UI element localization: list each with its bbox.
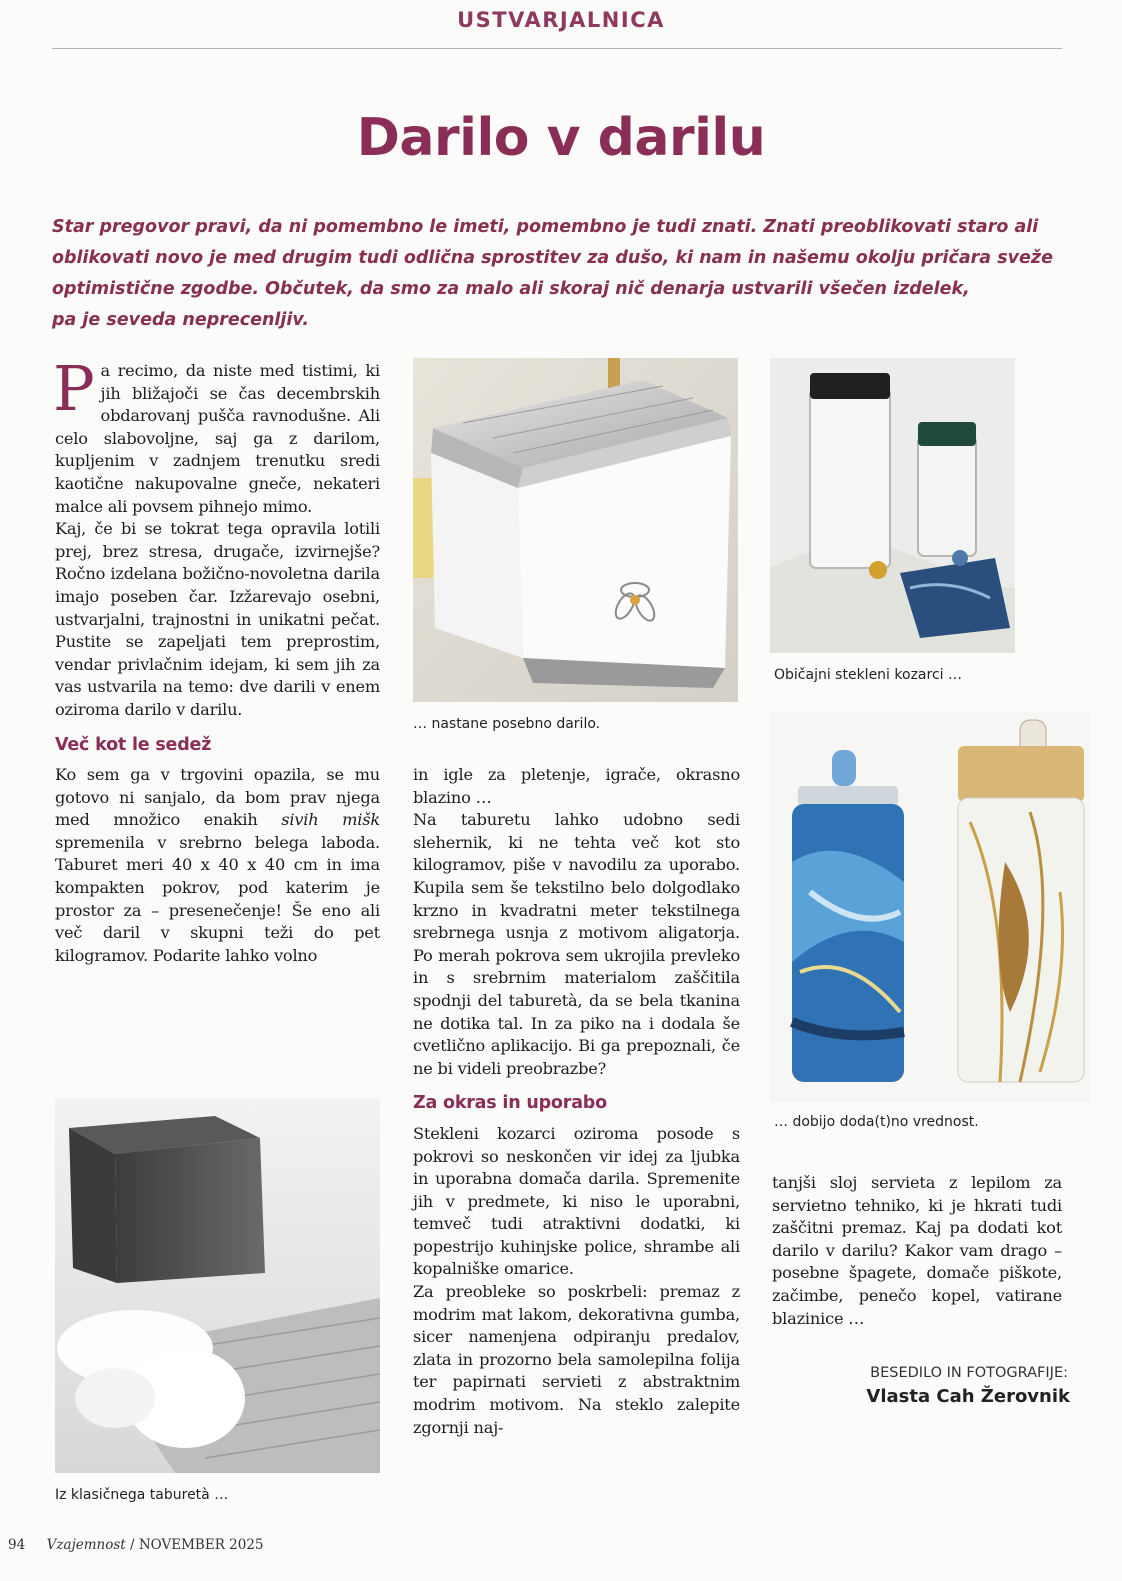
- section-label: USTVARJALNICA: [457, 8, 665, 32]
- article-lead: [52, 212, 1064, 336]
- paragraph: Pa recimo, da niste med tistimi, ki jih bližajoči se čas decembrskih obdarovanj pušča ravnodušne. Ali celo slabovoljne, saj ga z darilom, kupljenim v zadnjem trenutku sredi kaotične nakupovalne gneče, nekateri malce ali povsem pihnejo mimo.: [53, 352, 380, 516]
- paragraph: Na taburetu lahko udobno sedi slehernik, ki ne tehta več kot sto kilogramov, piše v navodilu za uporabo. Kupila sem še tekstilno belo dolgodlako krzno in kvadratni meter tekstilnega srebrnega usnja z motivom aligatorja. Po merah pokrova sem ukrojila prevleko in s srebrnim materialom zaščitila spodnji del taburetà, da se bela tkanina ne dotika tal. In za piko na i dodala še cvetlično aplikacijo. Bi ga prepoznali, če ne bi videli preobrazbe?: [413, 810, 740, 1078]
- caption-stool-after: … nastane posebno darilo.: [413, 716, 601, 732]
- column-1: [53, 352, 380, 967]
- lead-line: Star pregovor pravi, da ni pomembno le imeti, pomembno je tudi znati. Znati preoblikovati staro ali: [52, 217, 1039, 237]
- drop-cap: P: [53, 352, 95, 425]
- column-2: [413, 764, 740, 1439]
- paragraph: Ko sem ga v trgovini opazila, se mu gotovo ni sanjalo, da bom prav njega med množico enakih sivih mišk spremenila v srebrno belega laboda. Taburet meri 40 x 40 x 40 cm in ima kompakten pokrov, pod katerim je prostor za – presenečenje! Še eno ali več daril v skupni teži do pet kilogramov. Podarite lahko volno: [55, 765, 380, 965]
- lead-line: optimistične zgodbe. Občutek, da smo za malo ali skoraj nič denarja ustvarili všečen izdelek,: [52, 279, 970, 299]
- paragraph: Kaj, če bi se tokrat tega opravila lotili prej, brez stresa, drugače, izvirnejše? Ročno izdelana božično-novoletna darila imajo poseben čar. Izžarevajo osebni, ustvarjalni, trajnostni in unikatni pečat. Pustite se zapeljati tem preprostim, vendar privlačnim idejam, ki sem jih za vas ustvarila na temo: dve darili v enem oziroma darilo v darilu.: [55, 519, 380, 719]
- photo-stool-before: [55, 1098, 380, 1473]
- caption-jars-before: Običajni stekleni kozarci …: [774, 667, 962, 683]
- photo-jars-before: [770, 358, 1015, 653]
- page-number: 94: [8, 1537, 26, 1553]
- page-footer: [8, 1537, 264, 1553]
- article-title: Darilo v darilu: [356, 108, 766, 168]
- paragraph: Stekleni kozarci oziroma posode s pokrovi so neskončen vir idej za ljubka in uporabna domača darila. Spremenite jih v predmete, ki niso le uporabni, temveč tudi atraktivni dodatki, ki popestrijo kuhinjske police, shrambe ali kopalniške omarice.: [413, 1123, 740, 1279]
- lead-line: oblikovati novo je med drugim tudi odlična sprostitev za dušo, ki nam in našemu okolju pričara sveže: [52, 248, 1053, 268]
- issue-label: / NOVEMBER 2025: [130, 1537, 264, 1553]
- subheading: Za okras in uporabo: [413, 1093, 607, 1114]
- credit-label: BESEDILO IN FOTOGRAFIJE:: [870, 1365, 1068, 1381]
- lead-line: pa je seveda neprecenljiv.: [52, 310, 310, 330]
- caption-jars-after: … dobijo doda(t)no vrednost.: [774, 1114, 979, 1130]
- paragraph: tanjši sloj servieta z lepilom za servietno tehniko, ki je hkrati tudi zaščitni premaz. Kaj pa dodati kot darilo v darilu? Kakor vam drago – posebne špagete, domače piškote, začimbe, penečo kopel, vatirane blazinice …: [772, 1173, 1062, 1328]
- caption-stool-before: Iz klasičnega taburetà …: [55, 1487, 229, 1503]
- subheading: Več kot le sedež: [55, 734, 212, 755]
- paragraph: Za preobleke so poskrbeli: premaz z modrim mat lakom, dekorativna gumba, sicer namenjena odpiranju predalov, zlata in prozorno bela samolepilna folija ter papirnati servieti z abstraktnim modrim motivom. Na steklo zalepite zgornji naj-: [413, 1282, 740, 1437]
- column-3: [772, 1172, 1062, 1330]
- paragraph: in igle za pletenje, igrače, okrasno blazino …: [413, 765, 740, 807]
- header-rule: [52, 48, 1062, 49]
- credit-author: Vlasta Cah Žerovnik: [866, 1386, 1070, 1407]
- magazine-name: Vzajemnost: [46, 1537, 126, 1553]
- photo-jars-after: [770, 712, 1090, 1102]
- photo-stool-after: [413, 358, 738, 702]
